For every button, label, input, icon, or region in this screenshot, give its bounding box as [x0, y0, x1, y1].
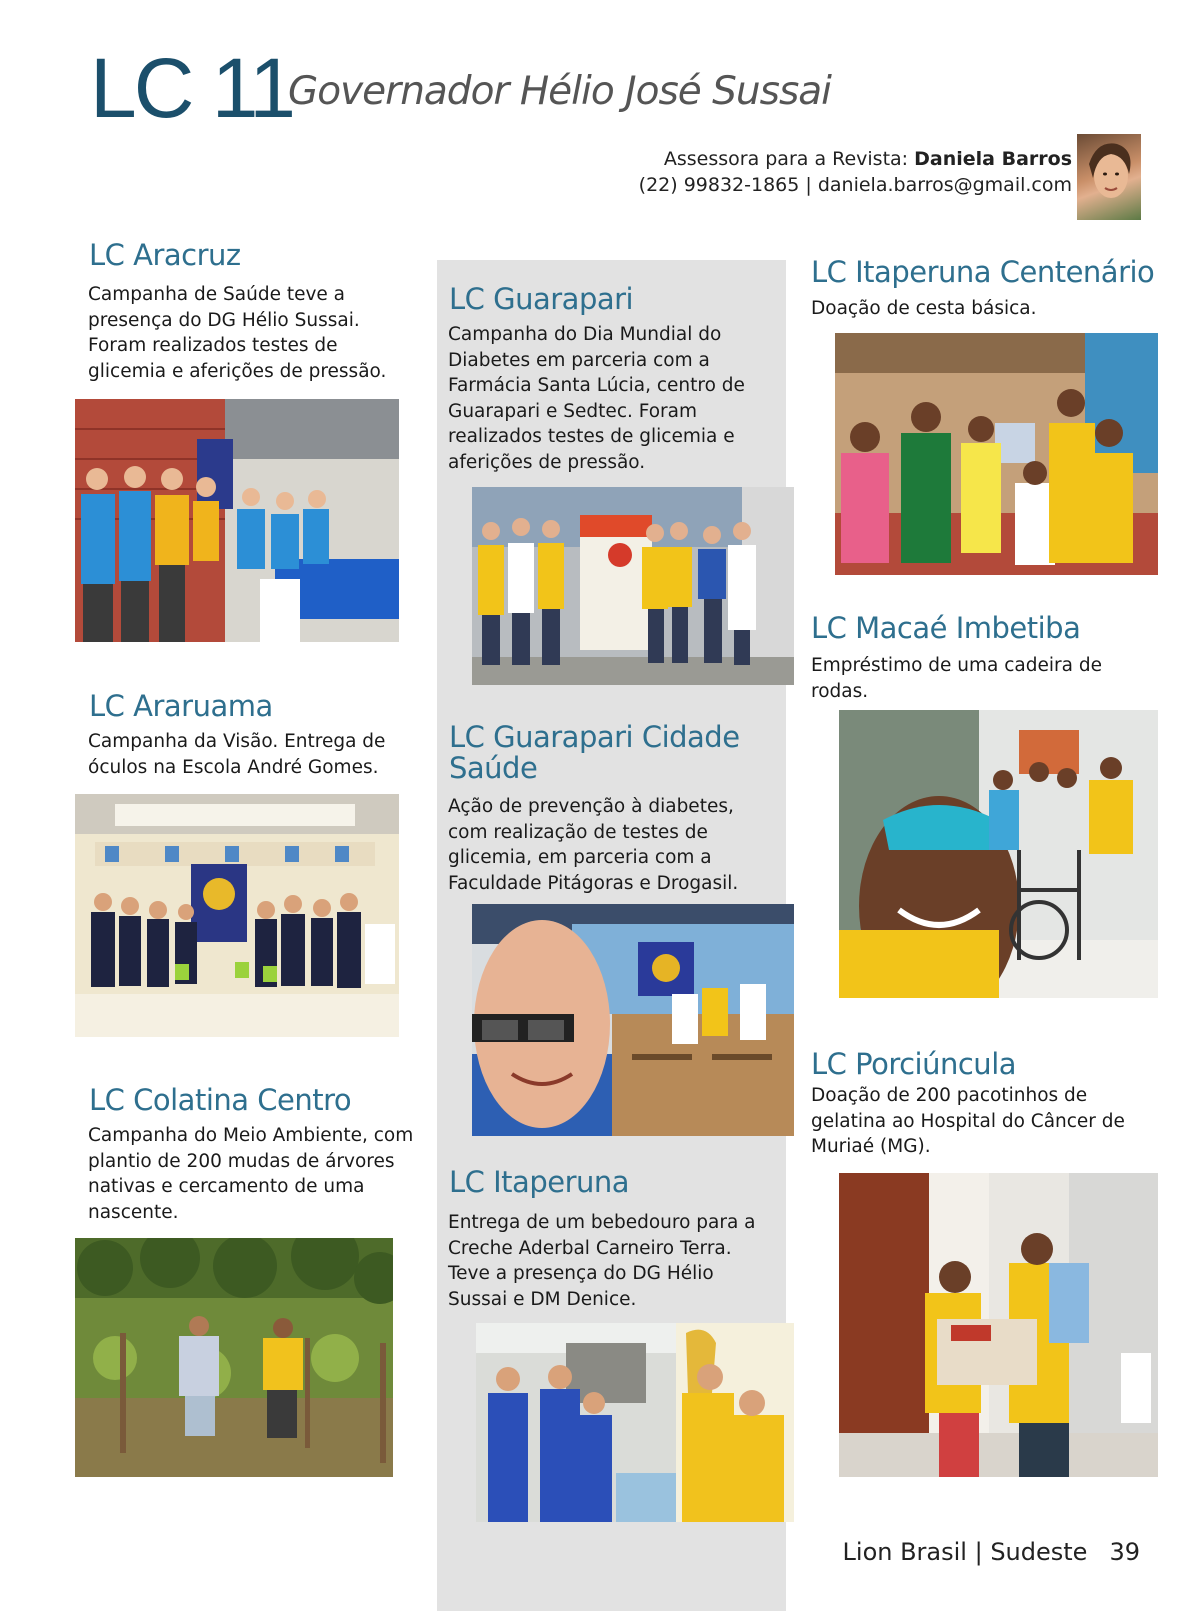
club-title-colatina-centro: LC Colatina Centro	[89, 1083, 352, 1117]
page-number: 39	[1109, 1538, 1140, 1566]
club-text-colatina-centro: Campanha do Meio Ambiente, com plantio de 200 mudas de árvores nativas e cercamento de uma nascente.	[88, 1125, 414, 1223]
photo-colatina-tree-planting	[75, 1238, 393, 1477]
page-footer	[843, 1538, 1140, 1566]
photo-aracruz-health-campaign	[75, 399, 399, 642]
photo-araruama-vision-campaign	[75, 794, 399, 1037]
club-text-itaperuna: Entrega de um bebedouro para a Creche Aderbal Carneiro Terra. Teve a presença do DG Hélio Sussai e DM Denice.	[448, 1212, 756, 1310]
press-contact	[639, 146, 1072, 198]
club-title-itaperuna: LC Itaperuna	[449, 1165, 630, 1199]
governor-name: Governador Hélio José Sussai	[288, 69, 832, 114]
publication-name: Lion Brasil | Sudeste	[842, 1538, 1088, 1566]
club-text-aracruz: Campanha de Saúde teve a presença do DG Hélio Sussai. Foram realizados testes de glicemia e aferições de pressão.	[88, 284, 387, 382]
club-text-guarapari: Campanha do Dia Mundial do Diabetes em parceria com a Farmácia Santa Lúcia, centro de Guarapari e Sedtec. Foram realizados testes de glicemia e aferições de pressão.	[448, 324, 745, 473]
photo-macae-wheelchair-loan	[839, 710, 1158, 998]
club-title-guarapari-cidade-saude: LC Guarapari Cidade Saúde	[449, 720, 740, 785]
club-text-itaperuna-centenario: Doação de cesta básica.	[811, 298, 1037, 319]
district-title: LC 11	[90, 41, 293, 135]
club-title-araruama: LC Araruama	[89, 689, 273, 723]
club-text-macae-imbetiba: Empréstimo de uma cadeira de rodas.	[811, 655, 1102, 702]
photo-porciuncula-gelatin-donation	[839, 1173, 1158, 1477]
photo-itaperuna-water-fountain	[476, 1323, 794, 1522]
contact-prefix: Assessora para a Revista:	[663, 148, 915, 170]
club-title-aracruz: LC Aracruz	[89, 238, 241, 272]
photo-guarapari-diabetes-day	[472, 487, 794, 685]
club-title-porciuncula: LC Porciúncula	[811, 1047, 1017, 1081]
contact-avatar-photo	[1077, 134, 1141, 220]
club-text-araruama: Campanha da Visão. Entrega de óculos na Escola André Gomes.	[88, 731, 386, 778]
club-title-guarapari: LC Guarapari	[449, 282, 634, 316]
photo-guarapari-cidade-saude-glucose-tests	[472, 904, 794, 1136]
club-text-porciuncula: Doação de 200 pacotinhos de gelatina ao Hospital do Câncer de Muriaé (MG).	[811, 1085, 1125, 1157]
contact-name: Daniela Barros	[914, 148, 1072, 170]
photo-itaperuna-centenario-food-basket	[835, 333, 1158, 575]
club-title-itaperuna-centenario: LC Itaperuna Centenário	[811, 255, 1155, 289]
contact-line-2: (22) 99832-1865 | daniela.barros@gmail.com	[638, 174, 1072, 196]
club-text-guarapari-cidade-saude: Ação de prevenção à diabetes, com realização de testes de glicemia, em parceria com a Faculdade Pitágoras e Drogasil.	[448, 796, 739, 894]
club-title-macae-imbetiba: LC Macaé Imbetiba	[811, 611, 1081, 645]
contact-line-1	[639, 146, 1072, 172]
